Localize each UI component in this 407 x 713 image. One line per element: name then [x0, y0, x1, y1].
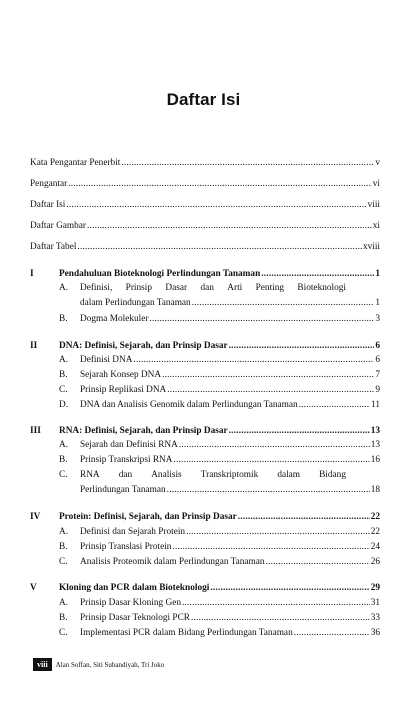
section-page: 33 — [370, 613, 380, 623]
page-title: Daftar Isi — [166, 90, 241, 109]
section-letter: A. — [59, 355, 69, 365]
toc-chapter-2[interactable] — [59, 340, 380, 352]
leader-dots — [66, 199, 366, 211]
leader-dots — [162, 369, 374, 381]
leader-dots — [229, 340, 375, 352]
page-number-badge: viii — [33, 658, 52, 671]
section-label: Analisis Proteomik dalam Perlindungan Tanaman — [80, 557, 265, 567]
toc-section-3b[interactable] — [80, 454, 380, 466]
toc-section-5c[interactable] — [80, 627, 380, 639]
chapter-page: 1 — [375, 269, 380, 279]
leader-dots — [87, 220, 372, 232]
leader-dots — [133, 354, 374, 366]
leader-dots — [167, 384, 374, 396]
word: Arti — [227, 283, 243, 293]
section-letter: B. — [59, 314, 68, 324]
toc-section-4b[interactable] — [80, 541, 380, 553]
section-label: Definisi DNA — [80, 355, 133, 365]
section-letter: C. — [59, 385, 68, 395]
chapter-number: III — [30, 426, 41, 436]
toc-entry-daftar-gambar[interactable] — [30, 220, 380, 232]
leader-dots — [229, 425, 370, 437]
toc-section-2c[interactable] — [80, 384, 380, 396]
word: Prinsip — [125, 283, 153, 293]
word: Definisi, — [80, 283, 113, 293]
toc-entry-page: viii — [367, 200, 380, 210]
toc-section-4c[interactable] — [80, 556, 380, 568]
section-page: 3 — [375, 314, 380, 324]
toc-section-3a[interactable] — [80, 439, 380, 451]
leader-dots — [238, 511, 370, 523]
word: Dasar — [165, 283, 188, 293]
toc-section-5b[interactable] — [80, 612, 380, 624]
chapter-page: 29 — [370, 583, 380, 593]
section-label: Prinsip Translasi Protein — [80, 542, 172, 552]
toc-entry-daftar-tabel[interactable] — [30, 241, 380, 253]
chapter-number: II — [30, 341, 38, 351]
leader-dots — [179, 439, 370, 451]
toc-entry-label: Kata Pengantar Penerbit — [30, 158, 121, 168]
section-label: Dogma Molekuler — [80, 314, 149, 324]
toc-chapter-4[interactable] — [59, 511, 380, 523]
chapter-title: Protein: Definisi, Sejarah, dan Prinsip Dasar — [59, 512, 237, 522]
leader-dots — [77, 241, 362, 253]
section-letter: C. — [59, 557, 68, 567]
section-letter: D. — [59, 400, 69, 410]
toc-entry-kata-pengantar[interactable] — [30, 157, 380, 169]
section-page: 26 — [370, 557, 380, 567]
toc-chapter-5[interactable] — [59, 582, 380, 594]
section-letter: B. — [59, 613, 68, 623]
chapter-title: Pendahuluan Bioteknologi Perlindungan Tanaman — [59, 269, 261, 279]
chapter-title: DNA: Definisi, Sejarah, dan Prinsip Dasar — [59, 341, 228, 351]
toc-section-3c-line2[interactable] — [80, 484, 380, 496]
toc-entry-label: Daftar Gambar — [30, 221, 87, 231]
leader-dots — [149, 313, 374, 325]
section-label: Prinsip Dasar Teknologi PCR — [80, 613, 190, 623]
toc-section-5a[interactable] — [80, 597, 380, 609]
section-label: Perlindungan Tanaman — [80, 485, 166, 495]
toc-chapter-3[interactable] — [59, 425, 380, 437]
toc-entry-pengantar[interactable] — [30, 178, 380, 190]
toc-section-2b[interactable] — [80, 369, 380, 381]
leader-dots — [167, 484, 370, 496]
toc-entry-daftar-isi[interactable] — [30, 199, 380, 211]
section-letter: A. — [59, 283, 69, 293]
word: dalam — [277, 470, 301, 480]
toc-section-2d[interactable] — [80, 399, 380, 411]
section-letter: A. — [59, 440, 69, 450]
chapter-title: RNA: Definisi, Sejarah, dan Prinsip Dasar — [59, 426, 228, 436]
section-page: 16 — [370, 455, 380, 465]
toc-section-1b[interactable] — [80, 313, 380, 325]
section-page: 31 — [370, 598, 380, 608]
word: dan — [200, 283, 214, 293]
chapter-title: Kloning dan PCR dalam Bioteknologi — [59, 583, 210, 593]
leader-dots — [294, 627, 370, 639]
section-label: Sejarah Konsep DNA — [80, 370, 162, 380]
section-label: Prinsip Replikasi DNA — [80, 385, 167, 395]
toc-entry-page: xviii — [362, 242, 380, 252]
leader-dots — [173, 454, 369, 466]
section-page: 24 — [370, 542, 380, 552]
section-label: Implementasi PCR dalam Bidang Perlindungan Tanaman — [80, 628, 293, 638]
toc-entry-label: Pengantar — [30, 179, 68, 189]
toc-section-1a-line1[interactable] — [80, 282, 346, 294]
section-letter: B. — [59, 370, 68, 380]
section-label: DNA dan Analisis Genomik dalam Perlindungan Tanaman — [80, 400, 298, 410]
section-page: 18 — [370, 485, 380, 495]
section-letter: A. — [59, 598, 69, 608]
word: Bidang — [319, 470, 346, 480]
footer-authors: Alan Soffan, Siti Subandiyah, Tri Joko — [55, 660, 165, 669]
chapter-number: V — [30, 583, 37, 593]
chapter-page: 22 — [370, 512, 380, 522]
section-page: 7 — [375, 370, 380, 380]
chapter-number: I — [30, 269, 34, 279]
section-label: Definisi dan Sejarah Protein — [80, 527, 186, 537]
toc-section-4a[interactable] — [80, 526, 380, 538]
section-letter: C. — [59, 470, 68, 480]
section-label: Prinsip Transkripsi RNA — [80, 455, 173, 465]
word: Transkriptomik — [200, 470, 259, 480]
section-page: 1 — [375, 298, 380, 308]
section-page: 9 — [375, 385, 380, 395]
leader-dots — [210, 582, 369, 594]
toc-entry-page: v — [375, 158, 380, 168]
word: Penting — [255, 283, 285, 293]
section-page: 6 — [375, 355, 380, 365]
section-page: 22 — [370, 527, 380, 537]
toc-entry-label: Daftar Isi — [30, 200, 66, 210]
leader-dots — [182, 597, 370, 609]
toc-section-2a[interactable] — [80, 354, 380, 366]
toc-chapter-1[interactable] — [59, 268, 380, 280]
section-page: 11 — [371, 400, 380, 410]
toc-entry-label: Daftar Tabel — [30, 242, 77, 252]
toc-entry-page: xi — [372, 221, 380, 231]
toc-entry-page: vi — [372, 179, 380, 189]
toc-section-1a-line2[interactable] — [80, 297, 380, 309]
page-footer — [33, 658, 164, 671]
section-label: Sejarah dan Definisi RNA — [80, 440, 178, 450]
leader-dots — [192, 297, 375, 309]
leader-dots — [261, 268, 374, 280]
chapter-page: 13 — [370, 426, 380, 436]
chapter-page: 6 — [375, 341, 380, 351]
leader-dots — [68, 178, 372, 190]
section-label: Prinsip Dasar Kloning Gen — [80, 598, 181, 608]
section-letter: B. — [59, 542, 68, 552]
leader-dots — [172, 541, 369, 553]
section-page: 13 — [370, 440, 380, 450]
section-letter: C. — [59, 628, 68, 638]
section-page: 36 — [370, 628, 380, 638]
leader-dots — [266, 556, 370, 568]
leader-dots — [299, 399, 370, 411]
section-label: dalam Perlindungan Tanaman — [80, 298, 191, 308]
leader-dots — [191, 612, 370, 624]
chapter-number: IV — [30, 512, 41, 522]
leader-dots — [121, 157, 374, 169]
leader-dots — [186, 526, 370, 538]
word: Analisis — [151, 470, 182, 480]
word: RNA — [80, 470, 100, 480]
section-letter: B. — [59, 455, 68, 465]
toc-section-3c-line1[interactable] — [80, 469, 346, 481]
word: dan — [118, 470, 133, 480]
section-letter: A. — [59, 527, 69, 537]
word: Bioteknologi — [297, 283, 346, 293]
